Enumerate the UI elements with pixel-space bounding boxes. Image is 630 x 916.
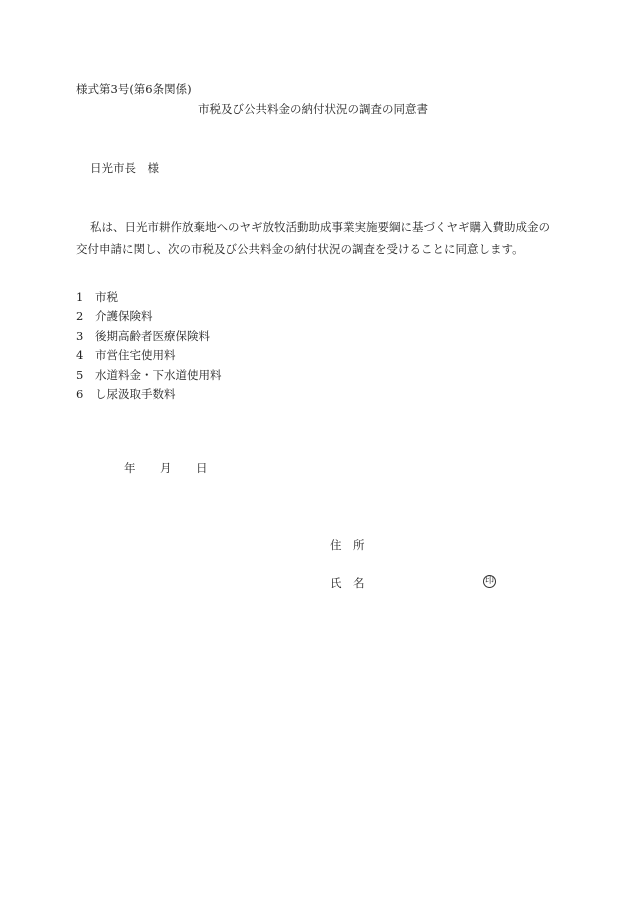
item-number: 1 — [76, 290, 84, 304]
address-label: 住 所 — [330, 538, 365, 552]
item-number: 6 — [76, 386, 84, 401]
item-label: し尿汲取手数料 — [95, 386, 176, 401]
list-item — [76, 386, 222, 408]
item-number: 3 — [76, 328, 84, 343]
item-label: 市営住宅使用料 — [95, 348, 176, 363]
item-label: 水道料金・下水道使用料 — [95, 367, 222, 382]
form-number: 様式第3号(第6条関係) — [76, 82, 192, 96]
item-number: 2 — [76, 309, 84, 324]
name-label: 氏 名 — [330, 576, 365, 590]
item-label: 介護保険料 — [95, 309, 153, 324]
addressee: 日光市長 様 — [90, 161, 159, 175]
document-title: 市税及び公共料金の納付状況の調査の同意書 — [198, 102, 428, 116]
date-day-label: 日 — [196, 461, 208, 475]
date-year-label: 年 — [124, 461, 136, 475]
item-number: 5 — [76, 367, 84, 382]
item-number: 4 — [76, 348, 84, 363]
seal-mark: 印 — [484, 576, 494, 586]
item-label: 後期高齢者医療保険料 — [95, 328, 210, 343]
consent-statement: 私は、日光市耕作放棄地へのヤギ放牧活動助成事業実施要綱に基づくヤギ購入費助成金の交付申請に関し、次の市税及び公共料金の納付状況の調査を受けることに同意します。 — [76, 220, 550, 256]
item-label: 市税 — [95, 290, 118, 304]
fee-list — [76, 292, 222, 408]
date-month-label: 月 — [160, 461, 172, 475]
